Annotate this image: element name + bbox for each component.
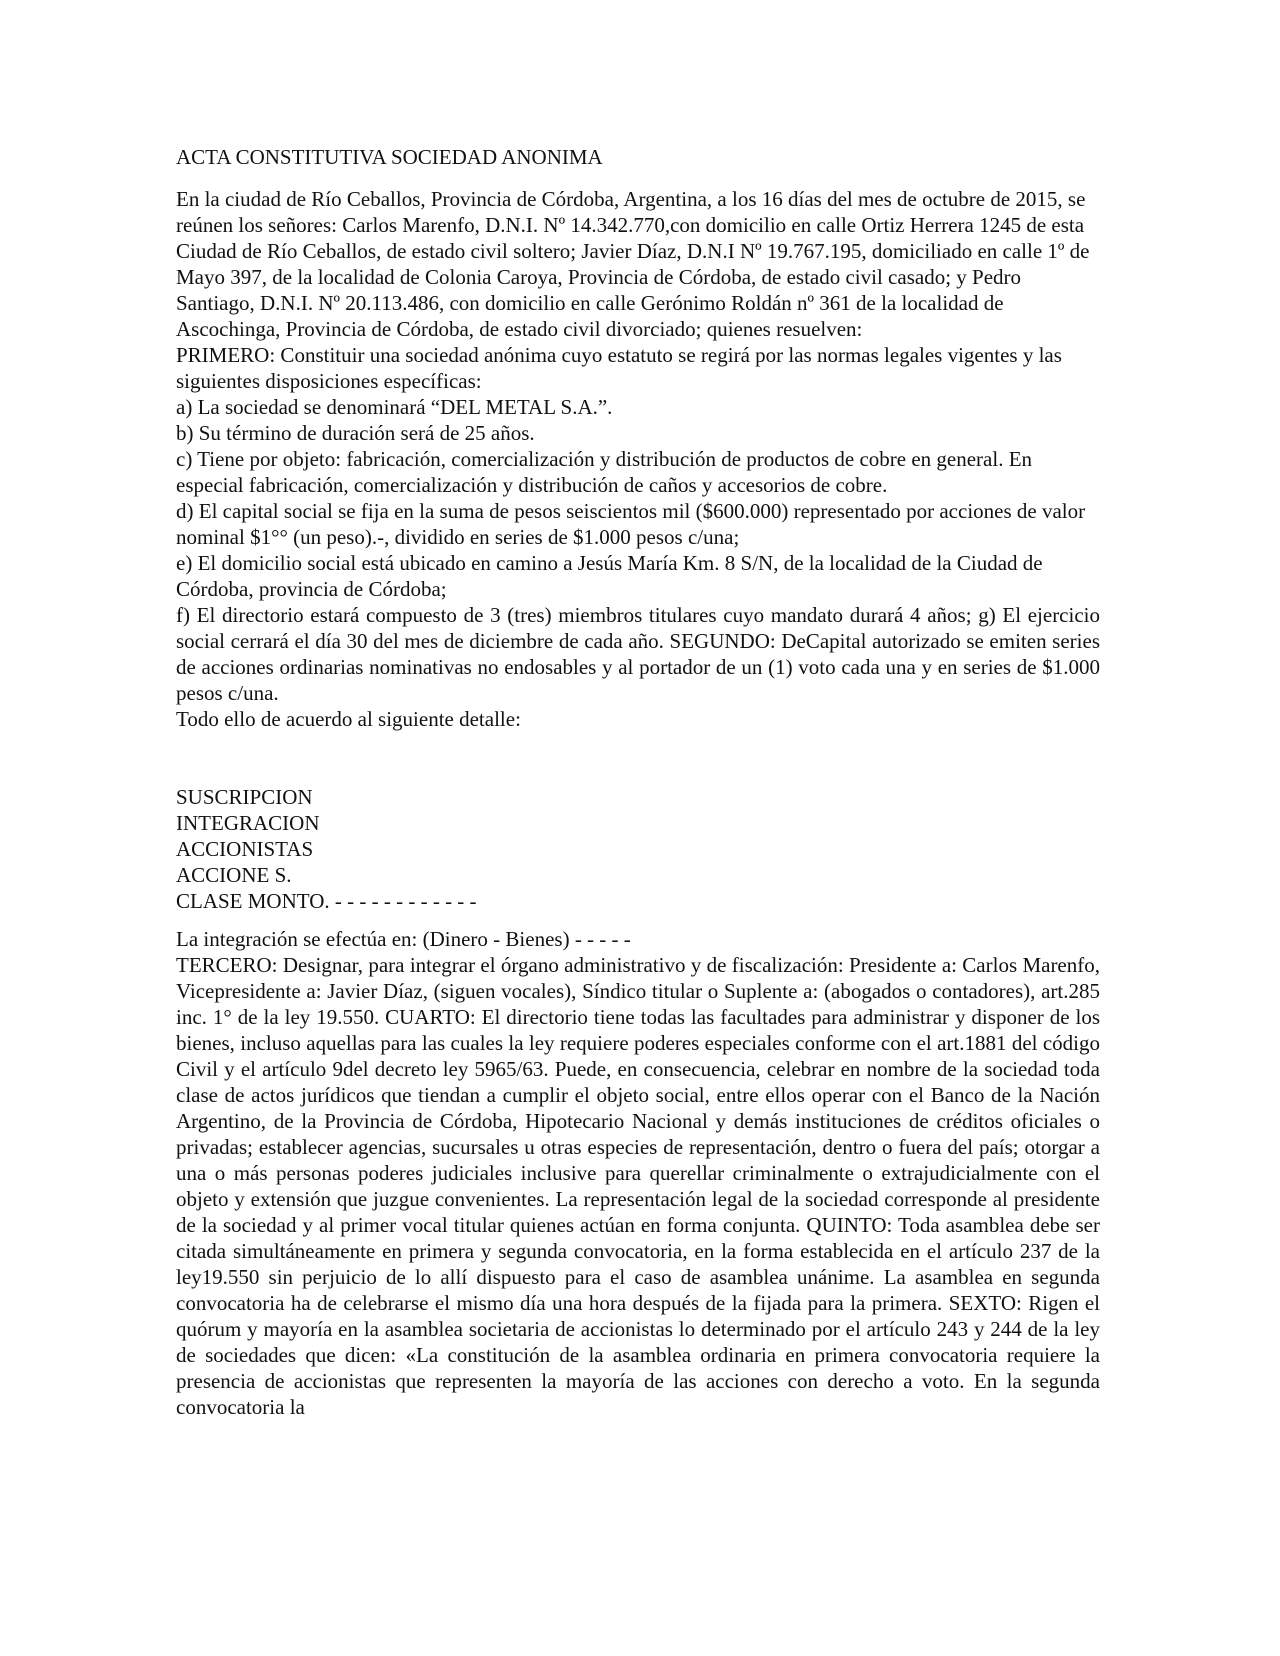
clause-a: a) La sociedad se denominará “DEL METAL S.A.”. — [176, 395, 613, 419]
table-line: INTEGRACION — [176, 811, 320, 835]
document-page — [176, 144, 1100, 1420]
clause-tercero-sexto: TERCERO: Designar, para integrar el órgano administrativo y de fiscalización: Presidente a: Carlos Marenfo, Vicepresidente a: Javier Díaz, (siguen vocales), Síndico titular o Suplente a: (abogados o contadores), art.285 inc. 1° de la ley 19.550. CUARTO: El directorio tiene todas las facultades para administrar y disponer de los bienes, incluso aquellas para las cuales la ley requiere poderes especiales conforme con el art.1881 del código Civil y el artículo 9del decreto ley 5965/63. Puede, en consecuencia, celebrar en nombre de la sociedad toda clase de actos jurídicos que tiendan a cumplir el objeto social, entre ellos operar con el Banco de la Nación Argentino, de la Provincia de Córdoba, Hipotecario Nacional y demás instituciones de créditos oficiales o privadas; establecer agencias, sucursales u otras especies de representación, dentro o fuera del país; otorgar a una o más personas poderes judiciales inclusive para querellar criminalmente o extrajudicialmente con el objeto y extensión que juzgue convenientes. La representación legal de la sociedad corresponde al presidente de la sociedad y al primer vocal titular quienes actúan en forma conjunta. QUINTO: Toda asamblea debe ser citada simultáneamente en primera y segunda convocatoria, en la forma establecida en el artículo 237 de la ley19.550 sin perjuicio de lo allí dispuesto para el caso de asamblea unánime. La asamblea en segunda convocatoria ha de celebrarse el mismo día una hora después de la fijada para la primera. SEXTO: Rigen el quórum y mayoría en la asamblea societaria de accionistas lo determinado por el artículo 243 y 244 de la ley de sociedades que dicen: «La constitución de la asamblea ordinaria en primera convocatoria requiere la presencia de accionistas que representen la mayoría de las acciones con derecho a voto. En la segunda convocatoria la — [176, 953, 1100, 1419]
document-title: ACTA CONSTITUTIVA SOCIEDAD ANONIMA — [176, 145, 603, 169]
table-line: ACCIONE S. — [176, 863, 292, 887]
detail-table-lines — [176, 784, 1100, 914]
intro-paragraph: En la ciudad de Río Ceballos, Provincia de Córdoba, Argentina, a los 16 días del mes de octubre de 2015, se reúnen los señores: Carlos Marenfo, D.N.I. Nº 14.342.770,con domicilio en calle Ortiz Herrera 1245 de esta Ciudad de Río Ceballos, de estado civil soltero; Javier Díaz, D.N.I Nº 19.767.195, domiciliado en calle 1º de Mayo 397, de la localidad de Colonia Caroya, Provincia de Córdoba, de estado civil casado; y Pedro Santiago, D.N.I. Nº 20.113.486, con domicilio en calle Gerónimo Roldán nº 361 de la localidad de Ascochinga, Provincia de Córdoba, de estado civil divorciado; quienes resuelven: — [176, 187, 1090, 341]
detalle-line: Todo ello de acuerdo al siguiente detalle: — [176, 707, 521, 731]
table-line: CLASE MONTO. - - - - - - - - - - - - — [176, 889, 477, 913]
clause-primero: PRIMERO: Constituir una sociedad anónima cuyo estatuto se regirá por las normas legales vigentes y las siguientes disposiciones específicas: — [176, 343, 1062, 393]
spacer — [176, 914, 1100, 926]
clause-b: b) Su término de duración será de 25 años. — [176, 421, 535, 445]
integracion-line: La integración se efectúa en: (Dinero - Bienes) - - - - - — [176, 927, 631, 951]
clause-c: c) Tiene por objeto: fabricación, comercialización y distribución de productos de cobre en general. En especial fabricación, comercialización y distribución de caños y accesorios de cobre. — [176, 447, 1033, 497]
clause-e: e) El domicilio social está ubicado en camino a Jesús María Km. 8 S/N, de la localidad de la Ciudad de Córdoba, provincia de Córdoba; — [176, 551, 1043, 601]
clause-f-g-segundo: f) El directorio estará compuesto de 3 (tres) miembros titulares cuyo mandato durará 4 años; g) El ejercicio social cerrará el día 30 del mes de diciembre de cada año. SEGUNDO: DeCapital autorizado se emiten series de acciones ordinarias nominativas no endosables y al portador de un (1) voto cada una y en series de $1.000 pesos c/una. — [176, 603, 1100, 705]
spacer — [176, 732, 1100, 784]
table-line: SUSCRIPCION — [176, 785, 313, 809]
table-line: ACCIONISTAS — [176, 837, 314, 861]
clause-d: d) El capital social se fija en la suma de pesos seiscientos mil ($600.000) representado por acciones de valor nominal $1°° (un peso).-, dividido en series de $1.000 pesos c/una; — [176, 499, 1086, 549]
